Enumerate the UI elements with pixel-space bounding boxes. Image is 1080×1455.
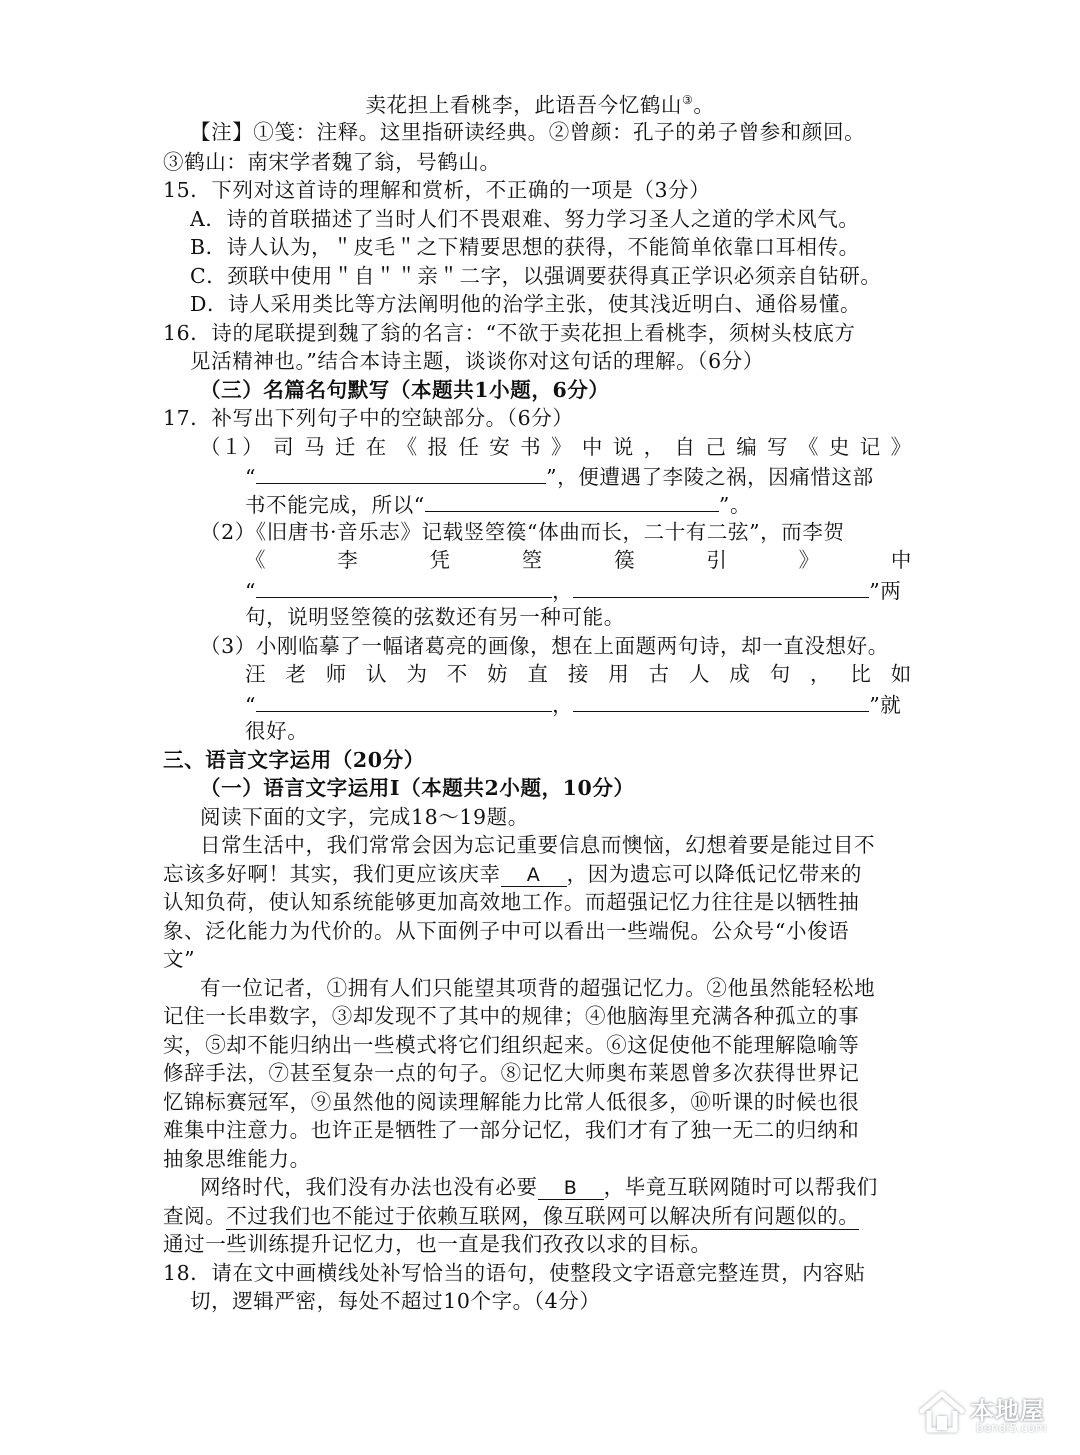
word: 妨: [487, 662, 509, 686]
word: 中: [890, 548, 912, 572]
quote-open: “: [245, 579, 257, 603]
para2-line5: 忆锦标赛冠军，⑨虽然他的阅读理解能力比常人低很多，⑩听课的时候也很: [163, 1090, 860, 1114]
word: 《: [396, 435, 418, 459]
q17-part2-line1: （2）《旧唐书·音乐志》记载竖箜篌“体曲而长，二十有二弦”，而李贺: [200, 520, 845, 544]
para1-line5: 文”: [163, 947, 196, 971]
q17-part2-line3: [245, 575, 901, 605]
q17-part3-line4: 很好。: [245, 719, 309, 743]
quote-open: “: [245, 693, 257, 717]
word: 中: [581, 435, 603, 459]
word: 在: [365, 435, 387, 459]
q15-option-d: D．诗人采用类比等方法阐明他的治学主张，使其浅近明白、通俗易懂。: [190, 292, 862, 316]
watermark-url: bendi5.com: [976, 1421, 1047, 1435]
word: 古: [648, 662, 670, 686]
word: 》: [798, 548, 820, 572]
word: 老: [285, 662, 307, 686]
word: 直: [527, 662, 549, 686]
line-text: 忘该多好啊！其实，我们更应该庆幸: [163, 862, 501, 886]
para1-line2: [163, 860, 862, 888]
q16-line-2: 见活精神也。”结合本诗主题，谈谈你对这句话的理解。（6分）: [190, 349, 764, 373]
word: 引: [706, 548, 728, 572]
q18-line-2: 切，逻辑严密，每处不超过10个字。（4分）: [190, 1289, 601, 1313]
word: 《: [797, 435, 820, 459]
blank-a[interactable]: A: [501, 864, 567, 887]
word: 师: [325, 662, 347, 686]
para2-line6: 难集中注意力。也许正是牺牲了一部分记忆，我们才有了独一无二的归纳和: [163, 1118, 860, 1142]
word: 人: [688, 662, 711, 686]
line-text: ”，便遭遇了李陵之祸，因痛惜这部: [546, 465, 874, 489]
q17-part3-line3: [245, 689, 901, 719]
q15-stem: 15．下列对这首诗的理解和赏析，不正确的一项是（3分）: [163, 178, 711, 202]
note-line-2: ③鹤山：南宋学者魏了翁，号鹤山。: [163, 150, 501, 174]
comma: ，: [552, 693, 574, 717]
word: ，: [643, 435, 665, 459]
para2-line3: 实，⑤却不能归纳出一些模式将它们组织起来。⑥这促使他不能理解隐喻等: [163, 1033, 860, 1057]
line-text: 查阅。: [163, 1204, 227, 1228]
line-end: ”就: [869, 693, 902, 717]
line-end: ”。: [718, 493, 752, 517]
q17-stem: 17．补写出下列句子中的空缺部分。（6分）: [163, 406, 574, 430]
q17-part1-line3: [245, 489, 751, 519]
section-heading-language-1: （一）语言文字运用Ⅰ（本题共2小题，10分）: [200, 776, 635, 800]
word: 编: [736, 435, 758, 459]
word: 比: [850, 662, 872, 686]
q17-part2-line2: [245, 546, 912, 574]
line-text: ，毕竟互联网随时可以帮我们: [603, 1175, 878, 1199]
para3-line2: [163, 1202, 859, 1230]
comma: ，: [552, 579, 574, 603]
word: 如: [890, 662, 912, 686]
word: （１）: [200, 435, 264, 459]
word: 为: [406, 662, 428, 686]
word: 记: [859, 435, 881, 459]
word: 安: [489, 435, 511, 459]
word: 任: [458, 435, 480, 459]
underlined-sentence: 不过我们也不能过于依赖互联网，像互联网可以解决所有问题似的。: [226, 1204, 860, 1228]
para2-line4: 修辞手法，⑦甚至复杂一点的句子。⑧记忆大师奥布莱恩曾多次获得世界记: [163, 1061, 860, 1085]
word: 句: [769, 662, 791, 686]
q17-part2-line4: 句，说明竖箜篌的弦数还有另一种可能。: [245, 605, 625, 629]
answer-blank-1[interactable]: [256, 461, 546, 484]
word: 自: [674, 435, 696, 459]
word: 汪: [245, 662, 267, 686]
para3-line3: 通过一些训练提升记忆力，也一直是我们孜孜以求的目标。: [163, 1232, 712, 1256]
section-heading-recitation: （三）名篇名句默写（本题共1小题，6分）: [200, 378, 610, 402]
quote-open: “: [245, 465, 257, 489]
line-text: ，因为遗忘可以降低记忆带来的: [566, 862, 863, 886]
q17-part3-line1: （3）小刚临摹了一幅诸葛亮的画像，想在上面题两句诗，却一直没想好。: [200, 634, 889, 658]
q15-option-a: A．诗的首联描述了当时人们不畏艰难、努力学习圣人之道的学术风气。: [190, 207, 860, 231]
poem-line-end: 。: [693, 92, 715, 117]
q17-part3-line2: [245, 660, 912, 688]
word: 箜: [521, 548, 543, 572]
word: 不: [446, 662, 468, 686]
answer-blank-5[interactable]: [256, 689, 552, 712]
line-text: 书不能完成，所以“: [245, 493, 425, 517]
house-icon: [918, 1389, 966, 1435]
word: ，: [810, 662, 832, 686]
answer-blank-6[interactable]: [573, 689, 869, 712]
poem-last-line: [0, 86, 1080, 119]
word: 认: [366, 662, 388, 686]
word: 篌: [614, 548, 636, 572]
word: 迁: [334, 435, 356, 459]
line-text: 网络时代，我们没有办法也没有必要: [200, 1175, 538, 1199]
word: 接: [567, 662, 589, 686]
para2-line2: 记住一长串数字，③却发现不了其中的规律；④他脑海里充满各种孤立的事: [163, 1004, 860, 1028]
word: 司: [273, 435, 295, 459]
reading-instruction: 阅读下面的文字，完成18～19题。: [200, 805, 529, 829]
q18-line-1: 18．请在文中画横线处补写恰当的语句，使整段文字语意完整连贯，内容贴: [163, 1261, 866, 1285]
note-line-1: 【注】①笺：注释。这里指研读经典。②曾颜：孔子的弟子曾参和颜回。: [190, 120, 866, 144]
para1-line4: 象、泛化能力为代价的。从下面例子中可以看出一些端倪。公众号“小俊语: [163, 919, 850, 943]
word: 凭: [429, 548, 451, 572]
q15-option-c: C．颈联中使用＂自＂＂亲＂二字，以强调要获得真正学识必须亲自钻研。: [190, 264, 882, 288]
word: 书: [520, 435, 542, 459]
para1-line1: 日常生活中，我们常常会因为忘记重要信息而懊恼，幻想着要是能过目不: [200, 833, 876, 857]
para2-line7: 抽象思维能力。: [163, 1147, 311, 1171]
q17-part1-line1: [200, 433, 912, 461]
answer-blank-3[interactable]: [256, 575, 552, 598]
blank-b[interactable]: B: [538, 1177, 604, 1200]
para1-line3: 认知负荷，使认知系统能够更加高效地工作。而超强记忆力往往是以牺牲抽: [163, 890, 860, 914]
word: 用: [608, 662, 630, 686]
watermark-brand: 本地屋: [970, 1397, 1045, 1425]
line-end: ”两: [869, 579, 902, 603]
para3-line1: [200, 1173, 878, 1201]
para2-line1: 有一位记者，①拥有人们只能望其项背的超强记忆力。②他虽然能轻松地: [200, 976, 876, 1000]
answer-blank-4[interactable]: [573, 575, 869, 598]
word: 成: [729, 662, 751, 686]
q15-option-b: B．诗人认为，＂皮毛＂之下精要思想的获得，不能简单依靠口耳相传。: [190, 235, 860, 259]
word: 报: [427, 435, 449, 459]
word: 《: [245, 548, 267, 572]
word: 己: [705, 435, 727, 459]
word: 马: [303, 435, 326, 459]
q17-part1-line2: [245, 461, 874, 491]
poem-line-text: 卖花担上看桃李，此语吾今忆鹤山: [365, 92, 683, 117]
word: 》: [550, 435, 573, 459]
note-mark: ③: [682, 93, 694, 107]
word: 说: [612, 435, 634, 459]
section-heading-language: 三、语言文字运用（20分）: [163, 748, 425, 772]
answer-blank-2[interactable]: [425, 489, 719, 512]
word: 写: [767, 435, 789, 459]
word: 史: [828, 435, 850, 459]
word: 》: [890, 435, 912, 459]
word: 李: [337, 548, 359, 572]
q16-line-1: 16．诗的尾联提到魏了翁的名言：“不欲于卖花担上看桃李，须树头枝底方: [163, 321, 856, 345]
watermark-logo: [918, 1389, 1068, 1439]
